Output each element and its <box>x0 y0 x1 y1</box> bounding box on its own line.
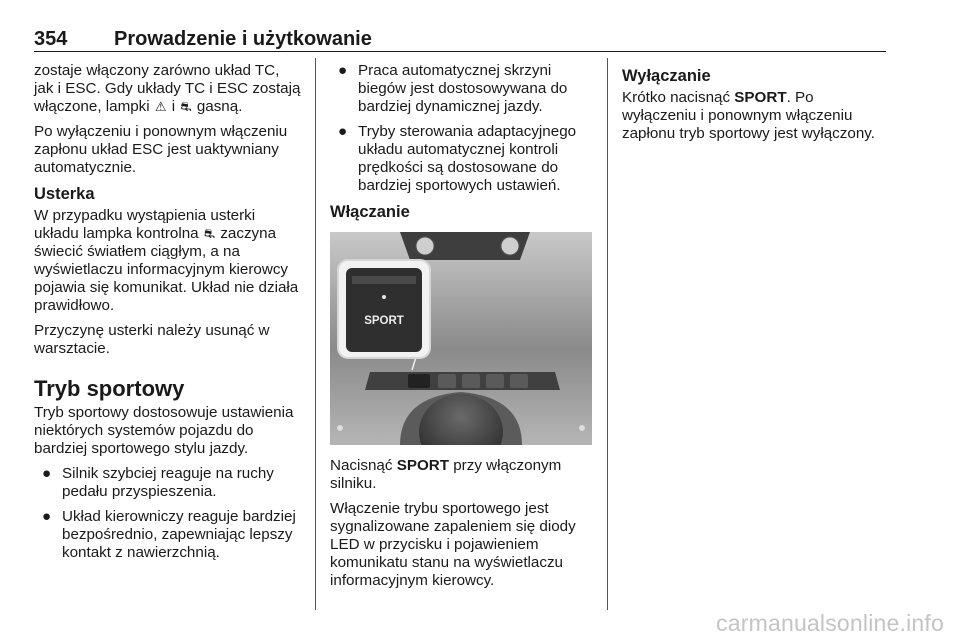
page-number: 354 <box>34 28 68 50</box>
paragraph <box>34 62 302 116</box>
screw-icon <box>337 425 343 431</box>
paragraph <box>622 89 892 143</box>
text: przy włączonym silniku. <box>330 457 562 492</box>
strip-button-icon <box>510 374 528 388</box>
header-rule <box>34 51 886 52</box>
sport-keyword: SPORT <box>396 457 450 474</box>
sport-button-figure <box>330 232 592 445</box>
bullet-icon: ● <box>338 123 348 140</box>
sport-button-label: SPORT <box>364 315 404 327</box>
watermark: carmanualsonline.info <box>716 610 944 636</box>
text: gasną. <box>192 98 243 115</box>
heading-sport-mode: Tryb sportowy <box>34 376 185 401</box>
bullet-icon: ● <box>42 508 52 525</box>
bullet-list <box>34 465 302 562</box>
paragraph: Włączenie trybu sportowego jest sygnalizowane zapaleniem się diody LED w przycisku i pojawieniem komunikatu stanu na wyświetlaczu informacyjnym kierowcy. <box>330 500 576 589</box>
column-divider <box>607 58 608 610</box>
heading-deactivation: Wyłączanie <box>622 67 711 85</box>
bullet-icon: ● <box>338 62 348 79</box>
paragraph <box>330 457 598 493</box>
button-bevel <box>352 276 416 284</box>
text: . Po wyłączeniu i ponownym włączeniu zapłonu tryb sportowy jest wyłączony. <box>622 89 875 142</box>
bullet-icon: ● <box>42 465 52 482</box>
heading-activation: Włączanie <box>330 203 410 221</box>
list-item <box>330 123 598 195</box>
column-right <box>622 62 892 150</box>
text: i <box>167 98 180 115</box>
text: Silnik szybciej reaguje na ruchy pedału przyspieszenia. <box>62 465 274 500</box>
climate-button-icon <box>501 237 519 255</box>
text: Tryby sterowania adaptacyjnego układu automatycznej kontroli prędkości są dostosowane do bardziej sportowych ustawień. <box>358 123 577 194</box>
paragraph: Przyczynę usterki należy usunąć w warsztacie. <box>34 322 270 357</box>
text: Układ kierowniczy reaguje bardziej bezpośrednio, zapewniając lepszy kontakt z nawierzchnią. <box>62 508 296 561</box>
sport-keyword: SPORT <box>734 89 787 106</box>
page-header <box>34 28 886 52</box>
page-title: Prowadzenie i użytkowanie <box>114 28 372 50</box>
text: Krótko nacisnąć <box>622 89 735 106</box>
list-item <box>330 62 598 116</box>
heading-fault: Usterka <box>34 185 95 203</box>
column-divider <box>315 58 316 610</box>
text: W przypadku wystąpienia usterki układu lampka kontrolna <box>34 207 256 242</box>
strip-sport-button-icon <box>408 374 430 388</box>
list-item <box>34 465 302 501</box>
bullet-list <box>330 62 598 195</box>
hazard-button-icon <box>416 237 434 255</box>
text: zostaje włączony zarówno układ TC, jak i ESC. Gdy układy TC i ESC zostają włączone, lampki <box>34 62 301 115</box>
esc-warning-icon: ⛐ <box>180 99 192 114</box>
list-item <box>34 508 302 562</box>
paragraph <box>34 207 302 315</box>
tc-off-warning-icon: ⚠ <box>154 99 167 114</box>
screw-icon <box>579 425 585 431</box>
strip-button-icon <box>438 374 456 388</box>
text: Praca automatycznej skrzyni biegów jest dostosowywana do bardziej dynamicznej jazdy. <box>358 62 568 115</box>
paragraph: Tryb sportowy dostosowuje ustawienia niektórych systemów pojazdu do bardziej sportowego stylu jazdy. <box>34 404 294 457</box>
text: Nacisnąć <box>330 457 397 474</box>
strip-button-icon <box>486 374 504 388</box>
led-indicator-icon <box>382 295 386 299</box>
column-left <box>34 62 302 569</box>
strip-button-icon <box>462 374 480 388</box>
paragraph: Po wyłączeniu i ponownym włączeniu zapłonu układ ESC jest uaktywniany automatycznie. <box>34 123 288 176</box>
esc-warning-icon: ⛐ <box>203 226 216 241</box>
column-middle <box>330 62 598 597</box>
text: zaczyna świecić światłem ciągłym, a na wyświetlaczu informacyjnym kierowcy pojawia się komunikat. Układ nie działa prawidłowo. <box>34 225 299 314</box>
